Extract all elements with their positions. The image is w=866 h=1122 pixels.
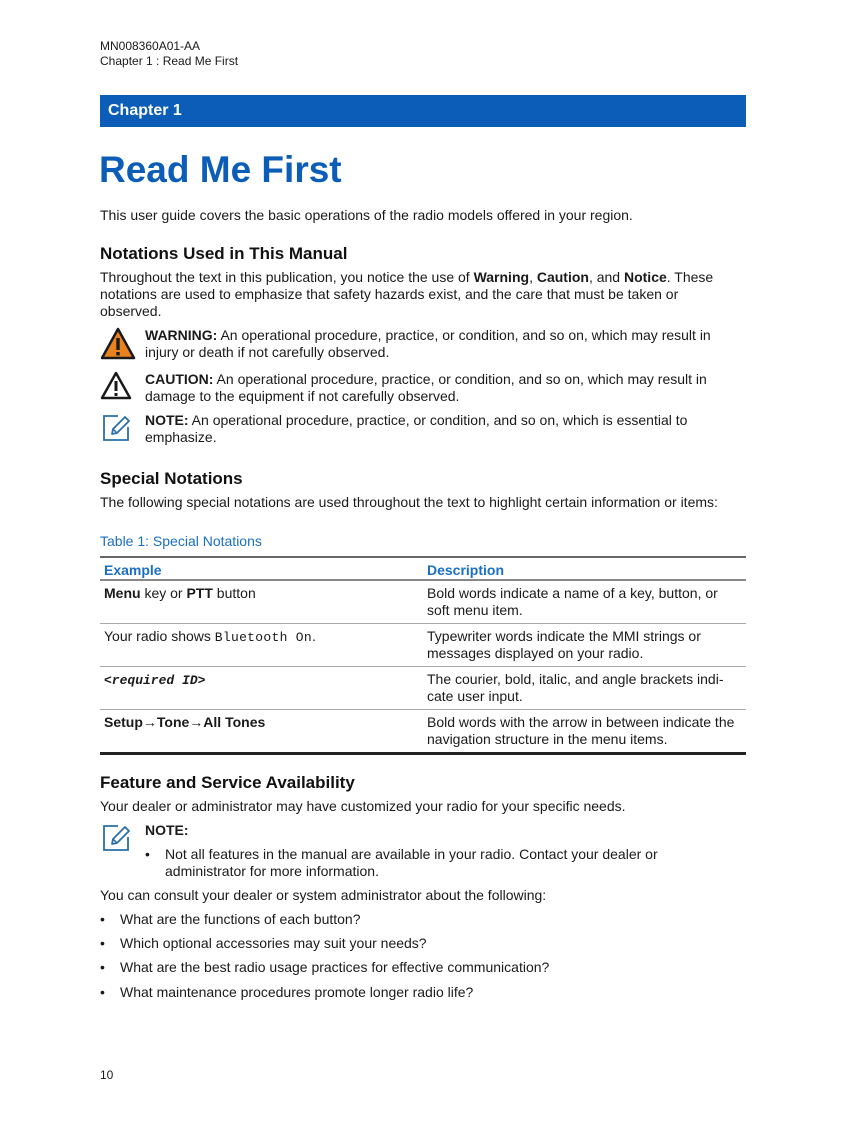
table-row [100,624,746,667]
cell-text: key or [140,585,187,601]
caution-text: An operational procedure, practice, or condition, and so on, which may result in damage to the equipment if not carefully observed. [145,371,707,404]
description-cell: Bold words with the arrow in between indicate the navigation structure in the menu items. [423,710,746,754]
description-cell: Typewriter words indicate the MMI strings or messages displayed on your radio. [423,624,746,667]
note-label: NOTE: [145,412,189,428]
mmi-string: Bluetooth On [214,630,312,645]
table-caption: Table 1: Special Notations [100,533,262,549]
caution-icon [100,371,132,406]
menu-path: Setup→Tone→All Tones [104,714,266,730]
key-name: PTT [186,585,213,601]
warning-icon [100,327,136,366]
note-notice [145,412,735,446]
example-cell [100,710,423,754]
note-icon [100,412,132,449]
special-heading: Special Notations [100,469,243,488]
para-sep: , and [588,269,624,285]
cell-text: Your radio shows [104,628,215,644]
note-bullet-text: Not all features in the manual are available in your radio. Contact your dealer or administrator for more information. [165,846,658,879]
para-text: Throughout the text in this publication, you notice the use of [100,269,474,285]
table-row [100,580,746,624]
example-cell [100,667,423,710]
key-name: Menu [104,585,141,601]
note-bullet [145,846,705,880]
warning-text: An operational procedure, practice, or condition, and so on, which may result in injury or death if not carefully observed. [145,327,711,360]
table-row [100,710,746,754]
intro-text: This user guide covers the basic operations of the radio models offered in your region. [100,207,633,223]
para-sep: , [529,269,537,285]
user-input-example: <required ID> [104,673,206,688]
example-cell [100,580,423,624]
notations-heading: Notations Used in This Manual [100,244,348,263]
warning-notice [145,327,735,361]
cell-text: button [212,585,256,601]
consult-text: You can consult your dealer or system administrator about the following: [100,887,547,903]
col-description: Description [423,557,746,580]
caution-word: Caution [536,269,589,285]
para-text: . These notations are used to emphasize that safety hazards exist, and the care that must be taken or observed. [100,269,714,319]
note-text: An operational procedure, practice, or condition, and so on, which is essential to emphasize. [145,412,688,445]
feature-heading: Feature and Service Availability [100,773,355,792]
warning-word: Warning [473,269,530,285]
chapter-label: Chapter 1 [108,102,182,119]
example-cell [100,624,423,667]
notations-table [100,556,746,755]
note-icon [100,822,132,859]
cell-text: . [312,628,316,644]
col-example: Example [100,557,423,580]
feature-note-label [145,822,735,839]
caution-label: CAUTION: [145,371,214,387]
table-row [100,667,746,710]
running-header: Chapter 1 : Read Me First [100,54,239,68]
special-intro: The following special notations are used throughout the text to highlight certain information or items: [100,494,718,510]
page-number: 10 [100,1068,114,1082]
description-cell: The courier, bold, italic, and angle brackets indi-cate user input. [423,667,746,710]
notations-paragraph [100,269,740,320]
chapter-bar [100,95,746,127]
note-label: NOTE: [145,822,189,838]
bullet-dot: • [145,846,150,862]
page-title: Read Me First [99,149,342,190]
description-cell: Bold words indicate a name of a key, button, or soft menu item. [423,580,746,624]
caution-notice [145,371,735,405]
table-header-row [100,557,746,580]
notice-word: Notice [623,269,667,285]
warning-label: WARNING: [145,327,218,343]
doc-id: MN008360A01-AA [100,39,201,53]
feature-intro: Your dealer or administrator may have customized your radio for your specific needs. [100,798,626,814]
